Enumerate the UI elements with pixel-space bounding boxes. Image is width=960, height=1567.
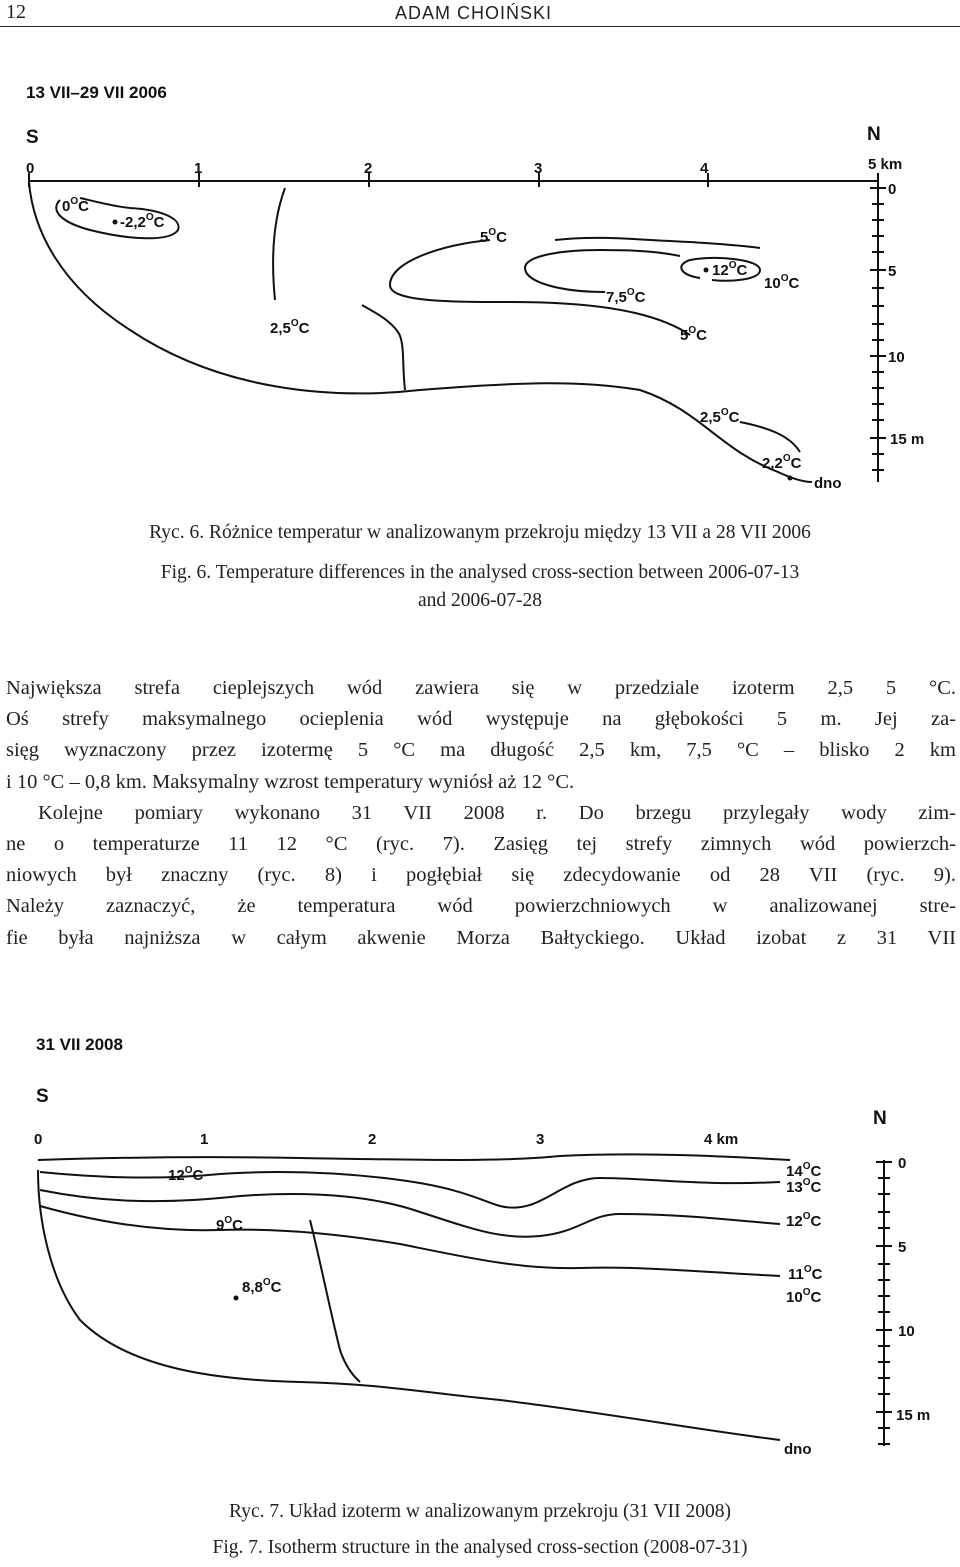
fig7-label-8-8: $8,8^OC$ xyxy=(242,1277,282,1296)
fig7-north: N xyxy=(873,1108,887,1129)
page-header xyxy=(0,0,960,26)
fig7-south: S xyxy=(36,1086,49,1107)
fig7-label-12b: $12^OC$ xyxy=(786,1211,822,1230)
figure-6 xyxy=(0,70,960,500)
fig7-isotherm-11 xyxy=(40,1206,780,1276)
fig7-isotherm-9 xyxy=(310,1220,360,1382)
fig6-period: 13 VII–29 VII 2006 xyxy=(26,83,167,102)
fig6-isotherm-5-top xyxy=(555,238,760,248)
fig6-label-0: $0^OC$ xyxy=(62,196,89,215)
fig6-label-neg22: $-2,2^OC$ xyxy=(120,212,165,231)
fig7-depth-tick: 15 m xyxy=(896,1407,931,1424)
fig6-label-10: $10^OC$ xyxy=(764,273,800,292)
fig6-label-12: $12^OC$ xyxy=(712,260,748,279)
fig7-depth-tick: 0 xyxy=(898,1155,907,1172)
fig7-label-11: $11^OC$ xyxy=(788,1264,823,1283)
fig6-isotherm-2-2 xyxy=(740,422,800,452)
fig6-isotherm-2-5-b xyxy=(362,305,405,390)
fig6-caption-en-1: Fig. 6. Temperature differences in the analysed cross-section between 2006-07-13 xyxy=(160,562,800,583)
fig6-depth-tick: 15 m xyxy=(890,431,925,448)
body-line: sięg wyznaczony przez izotermę 5 °C ma długość 2,5 km, 7,5 °C – blisko 2 km xyxy=(6,739,956,762)
fig7-label-14: $14^OC$ xyxy=(786,1161,822,1180)
page-number: 12 xyxy=(6,1,26,23)
figure-7 xyxy=(0,1020,960,1490)
fig7-bottom-label: dno xyxy=(784,1441,812,1458)
body-line: i 10 °C – 0,8 km. Maksymalny wzrost temperatury wyniósł aż 12 °C. xyxy=(6,770,575,793)
fig6-depth-tick: 5 xyxy=(888,263,897,280)
body-line: fie była najniższa w całym akwenie Morza Bałtyckiego. Układ izobat z 31 VII xyxy=(6,926,956,949)
fig7-point-8-8 xyxy=(234,1296,239,1301)
body-line: Oś strefy maksymalnego ocieplenia wód występuje na głębokości 5 m. Jej za- xyxy=(6,708,956,731)
header-rule xyxy=(0,26,960,27)
fig6-label-5b: $5^OC$ xyxy=(680,325,707,344)
fig6-km-tick: 4 xyxy=(700,160,709,177)
fig7-km-tick: 0 xyxy=(34,1131,43,1148)
fig6-caption-pl: Ryc. 6. Różnice temperatur w analizowanym przekroju między 13 VII a 28 VII 2006 xyxy=(149,522,811,543)
fig6-depth-tick: 10 xyxy=(888,349,905,366)
fig6-isotherm-5 xyxy=(390,240,690,335)
figure-7-diagram xyxy=(0,1020,960,1490)
fig6-depth-tick: 0 xyxy=(888,181,897,198)
fig7-period: 31 VII 2008 xyxy=(36,1035,123,1054)
body-line: Należy zaznaczyć, że temperatura wód powierzchniowych w analizowanej stre- xyxy=(6,895,956,918)
fig6-south: S xyxy=(26,127,39,148)
fig7-isotherm-12 xyxy=(40,1190,780,1237)
body-line: ne o temperaturze 11 12 °C (ryc. 7). Zasięg tej strefy zimnych wód powierzch- xyxy=(6,832,956,855)
fig7-isotherm-13 xyxy=(40,1172,780,1208)
fig6-label-5a: $5^OC$ xyxy=(480,227,507,246)
fig6-km-tick: 5 km xyxy=(868,156,903,173)
body-line: Kolejne pomiary wykonano 31 VII 2008 r. Do brzegu przylegały wody zim- xyxy=(38,801,956,824)
fig7-label-10: $10^OC$ xyxy=(786,1287,822,1306)
fig7-km-tick: 2 xyxy=(368,1131,377,1148)
fig6-label-2-2: $2,2^OC$ xyxy=(762,453,802,472)
fig6-caption-en-2: and 2006-07-28 xyxy=(417,590,543,611)
fig6-north: N xyxy=(867,124,881,145)
fig6-label-2-5a: $2,5^OC$ xyxy=(270,318,310,337)
fig7-sea-surface xyxy=(38,1154,790,1160)
fig6-bottom-label: dno xyxy=(814,475,842,492)
fig6-km-tick: 3 xyxy=(534,160,543,177)
fig6-km-tick: 2 xyxy=(364,160,373,177)
fig7-km-tick: 4 km xyxy=(704,1131,739,1148)
fig6-point-neg22 xyxy=(113,220,118,225)
fig7-label-9: $9^OC$ xyxy=(216,1215,243,1234)
body-line: niowych był znaczny (ryc. 8) i pogłębiał się zdecydowanie od 28 VII (ryc. 9). xyxy=(6,864,956,887)
fig7-caption-pl: Ryc. 7. Układ izoterm w analizowanym przekroju (31 VII 2008) xyxy=(229,1501,731,1522)
fig6-label-7-5: $7,5^OC$ xyxy=(606,287,646,306)
body-text xyxy=(6,673,956,954)
fig7-depth-tick: 5 xyxy=(898,1239,907,1256)
fig6-km-tick: 1 xyxy=(194,160,203,177)
fig7-km-tick: 3 xyxy=(536,1131,545,1148)
fig7-km-tick: 1 xyxy=(200,1131,209,1148)
fig6-point-bottom xyxy=(788,476,793,481)
body-line: Największa strefa cieplejszych wód zawiera się w przedziale izoterm 2,5 5 °C. xyxy=(6,677,956,699)
running-head: ADAM CHOIŃSKI xyxy=(395,3,553,23)
figure-6-diagram xyxy=(0,70,960,500)
fig6-isotherm-2-5-a xyxy=(273,188,285,300)
fig7-label-13: $13^OC$ xyxy=(786,1177,822,1196)
fig7-sea-bottom xyxy=(38,1170,780,1440)
fig6-label-2-5b: $2,5^OC$ xyxy=(700,407,740,426)
fig7-caption-en: Fig. 7. Isotherm structure in the analysed cross-section (2008-07-31) xyxy=(212,1537,748,1558)
fig7-label-12a: $12^OC$ xyxy=(168,1165,204,1184)
fig6-isotherm-7-5 xyxy=(525,250,680,292)
fig7-depth-tick: 10 xyxy=(898,1323,915,1340)
fig6-km-tick: 0 xyxy=(26,160,35,177)
fig6-point-12 xyxy=(704,268,709,273)
